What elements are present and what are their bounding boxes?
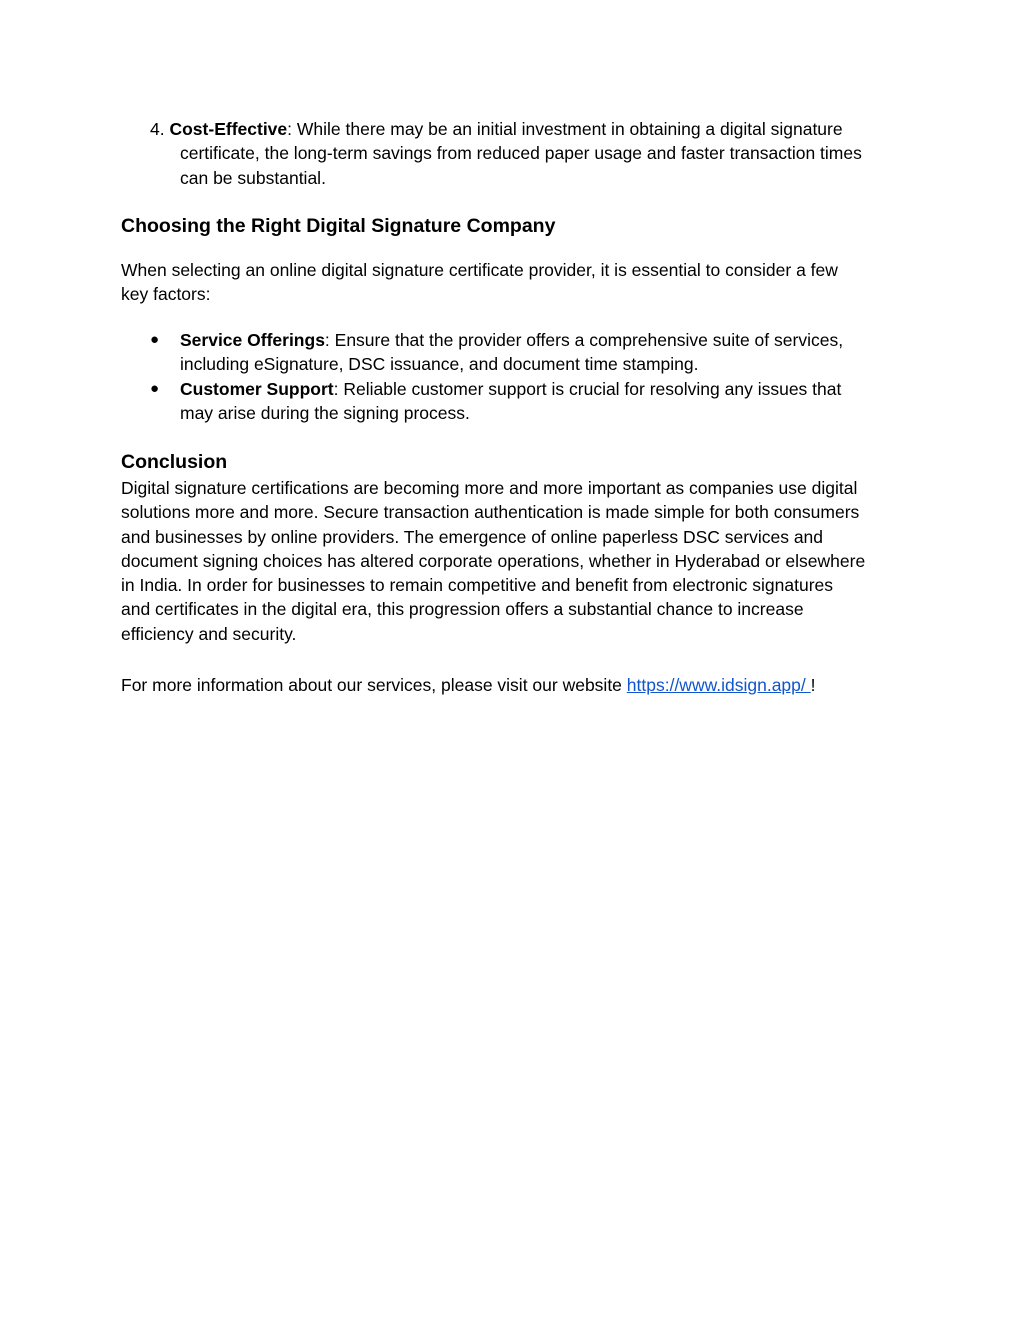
conclusion-line: in India. In order for businesses to remain competitive and benefit from electronic signatures — [121, 575, 834, 596]
conclusion-paragraph — [121, 476, 911, 646]
bullet-term: Customer Support — [180, 379, 334, 399]
item-text-line-3: can be substantial. — [180, 167, 326, 188]
item-term: Cost-Effective — [169, 119, 288, 139]
numbered-item-line-1 — [150, 117, 910, 141]
conclusion-line: efficiency and security. — [121, 623, 297, 644]
intro-paragraph — [121, 258, 911, 307]
conclusion-line: and certificates in the digital era, this progression offers a substantial chance to increase — [121, 599, 804, 620]
bullet-term: Service Offerings — [180, 330, 325, 350]
intro-line-1: When selecting an online digital signature certificate provider, it is essential to consider a few — [121, 260, 838, 280]
bullet-item-service-offerings — [150, 328, 890, 377]
conclusion-line: document signing choices has altered corporate operations, whether in Hyderabad or elsewhere — [121, 550, 866, 571]
intro-line-2: key factors: — [121, 284, 211, 305]
more-info-text: For more information about our services, please visit our website — [121, 675, 627, 695]
bullet-text: : Ensure that the provider offers a comprehensive suite of services, — [324, 330, 844, 350]
bullet-line-2: may arise during the signing process. — [180, 403, 470, 424]
bullet-line-2: including eSignature, DSC issuance, and document time stamping. — [180, 354, 699, 375]
conclusion-line: Digital signature certifications are becoming more and more important as companies use digital — [121, 478, 858, 498]
bullet-line-1 — [180, 377, 890, 401]
conclusion-line: and businesses by online providers. The emergence of online paperless DSC services and — [121, 526, 824, 547]
item-text-line-1: : While there may be an initial investment in obtaining a digital signature — [287, 119, 843, 139]
conclusion-line: solutions more and more. Secure transaction authentication is made simple for both consumers — [121, 502, 860, 523]
numbered-list-item — [150, 117, 910, 190]
section-heading-conclusion: Conclusion — [121, 451, 228, 473]
list-number: 4. — [150, 119, 165, 139]
item-text-line-2: certificate, the long-term savings from reduced paper usage and faster transaction times — [180, 143, 862, 164]
bullet-text: : Reliable customer support is crucial for resolving any issues that — [333, 379, 842, 399]
more-info-paragraph — [121, 673, 911, 697]
website-link[interactable]: https://www.idsign.app/ — [626, 675, 811, 695]
bullet-marker: ● — [150, 380, 160, 397]
section-heading-choosing: Choosing the Right Digital Signature Company — [121, 215, 556, 237]
more-info-trailing: ! — [810, 675, 816, 695]
bullet-item-customer-support — [150, 377, 890, 426]
bullet-marker: ● — [150, 331, 160, 348]
bullet-line-1 — [180, 328, 890, 352]
